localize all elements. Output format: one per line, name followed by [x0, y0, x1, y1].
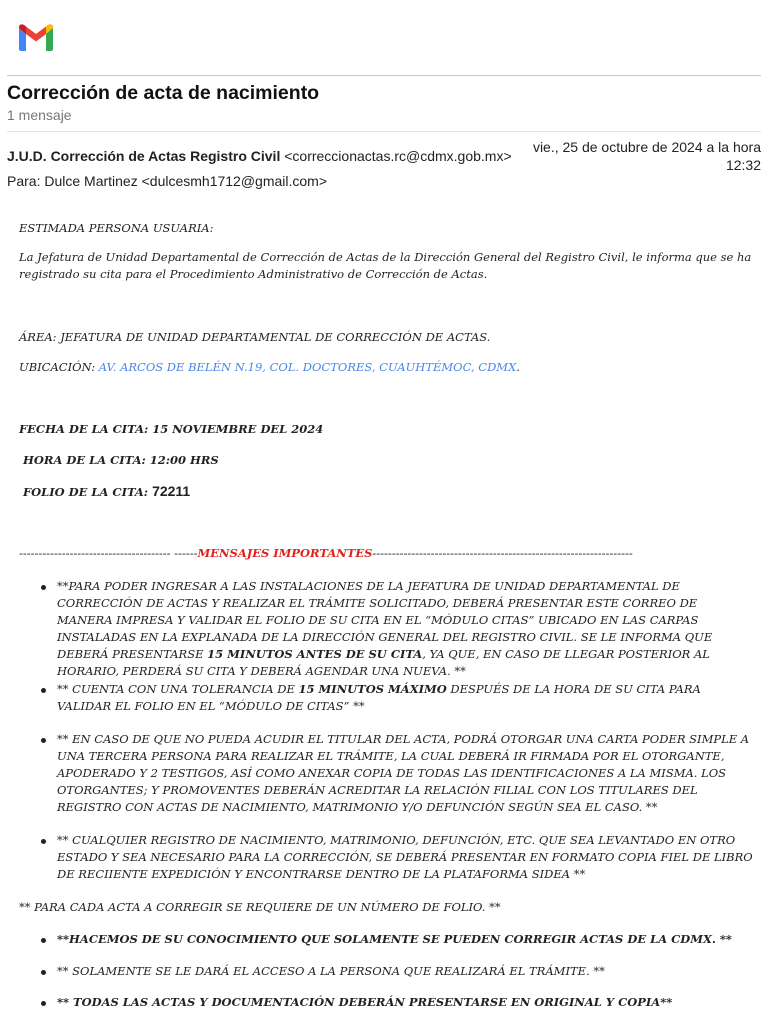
greeting: ESTIMADA PERSONA USUARIA: [19, 221, 214, 235]
recipient: Para: Dulce Martinez <dulcesmh1712@gmail.com> [7, 173, 328, 189]
important-list [37, 832, 754, 883]
ubicacion-line [19, 359, 754, 376]
list-item: **PARA PODER INGRESAR A LAS INSTALACIONES DE LA JEFATURA DE UNIDAD DEPARTAMENTAL DE CORRECCIÓN DE ACTAS Y REALIZAR EL TRÁMITE SOLICITADO, DEBERÁ PRESENTAR ESTE CORREO DE MANERA IMPRESA Y VALIDAR EL FOLIO DE SU CITA EN EL “MÓDULO CITAS” UBICADO EN LAS CARPAS INSTALADAS EN LA EXPLANADA DE LA DIRECCIÓN GENERAL DEL REGISTRO CIVIL. SE LE INFORMA QUE DEBERÁ PRESENTARSE 15 MINUTOS ANTES DE SU CITA, YA QUE, EN CASO DE LLEGAR POSTERIOR AL HORARIO, PERDERÁ SU CITA Y DEBERÁ AGENDAR UNA NUEVA. ** [37, 578, 754, 680]
important-list [37, 994, 754, 1011]
list-item: ** TODAS LAS ACTAS Y DOCUMENTACIÓN DEBERÁN PRESENTARSE EN ORIGINAL Y COPIA** [37, 994, 754, 1011]
list-item: ** SOLAMENTE SE LE DARÁ EL ACCESO A LA PERSONA QUE REALIZARÁ EL TRÁMITE. ** [37, 963, 754, 980]
fecha-cita: FECHA DE LA CITA: 15 NOVIEMBRE DEL 2024 [19, 422, 324, 436]
list-item: ** CUALQUIER REGISTRO DE NACIMIENTO, MATRIMONIO, DEFUNCIÓN, ETC. QUE SEA LEVANTADO EN OTRO ESTADO Y SEA NECESARIO PARA LA CORRECCIÓN, SE DEBERÁ PRESENTAR EN FORMATO COPIA FIEL DE LIBRO DE RECIIENTE EXPEDICIÓN Y ENCONTRARSE DENTRO DE LA PLATAFORMA SIDEA ** [37, 832, 754, 883]
email-subject: Corrección de acta de nacimiento [7, 82, 320, 104]
gmail-icon [16, 22, 56, 52]
important-title: MENSAJES IMPORTANTES [197, 546, 373, 560]
date-line-1: vie., 25 de octubre de 2024 a la hora [532, 139, 761, 155]
folio-cita [23, 483, 754, 501]
list-item: ** CUENTA CON UNA TOLERANCIA DE 15 MINUTOS MÁXIMO DESPUÉS DE LA HORA DE SU CITA PARA VALIDAR EL FOLIO EN EL “MÓDULO DE CITAS” ** [37, 681, 754, 715]
area-line: ÁREA: JEFATURA DE UNIDAD DEPARTAMENTAL DE CORRECCIÓN DE ACTAS. [19, 330, 491, 344]
folio-label: FOLIO DE LA CITA: [23, 485, 153, 499]
sender-email: <correccionactas.rc@cdmx.gob.mx> [284, 148, 512, 164]
list-item: **HACEMOS DE SU CONOCIMIENTO QUE SOLAMENTE SE PUEDEN CORREGIR ACTAS DE LA CDMX. ** [37, 931, 754, 948]
folio-note: ** PARA CADA ACTA A CORREGIR SE REQUIERE DE UN NÚMERO DE FOLIO. ** [19, 900, 501, 914]
thread-divider [7, 131, 761, 132]
important-list [37, 963, 754, 980]
important-list [37, 681, 754, 715]
folio-value: 72211 [152, 483, 191, 499]
important-divider [19, 545, 754, 562]
divider-right: ------------------------------------------------------------------- [372, 546, 633, 560]
important-list [37, 578, 754, 680]
hora-cita: HORA DE LA CITA: 12:00 HRS [23, 453, 219, 467]
message-count: 1 mensaje [7, 107, 72, 123]
important-list [37, 931, 754, 948]
intro-paragraph: La Jefatura de Unidad Departamental de Corrección de Actas de la Dirección General del Registro Civil, le informa que se ha registrado su cita para el Procedimiento Administrativo de Corrección de Actas. [19, 250, 752, 281]
important-list [37, 731, 754, 816]
header-divider [7, 75, 761, 76]
sender-name: J.U.D. Corrección de Actas Registro Civil [7, 148, 281, 164]
list-item: ** EN CASO DE QUE NO PUEDA ACUDIR EL TITULAR DEL ACTA, PODRÁ OTORGAR UNA CARTA PODER SIMPLE A UNA TERCERA PERSONA PARA REALIZAR EL TRÁMITE, LA CUAL DEBERÁ IR FIRMADA POR EL OTORGANTE, APODERADO Y 2 TESTIGOS, ASÍ COMO ANEXAR COPIA DE TODAS LAS IDENTIFICACIONES A LA MISMA. LOS OTORGANTES; Y PROMOVENTES DEBERÁN ACREDITAR LA RELACIÓN FILIAL CON LOS TITULARES DEL REGISTRO CON ACTAS DE NACIMIENTO, MATRIMONIO Y/O DEFUNCIÓN SEGÚN SEA EL CASO. ** [37, 731, 754, 816]
ubicacion-label: UBICACIÓN: [19, 360, 99, 374]
sender [7, 148, 512, 164]
divider-left: --------------------------------------- ------ [19, 546, 198, 560]
ubicacion-end: . [516, 360, 520, 374]
message-date [521, 138, 761, 174]
address-link[interactable]: AV. ARCOS DE BELÉN N.19, COL. DOCTORES, CUAUHTÉMOC, CDMX [98, 360, 517, 374]
date-line-2: 12:32 [725, 157, 761, 173]
